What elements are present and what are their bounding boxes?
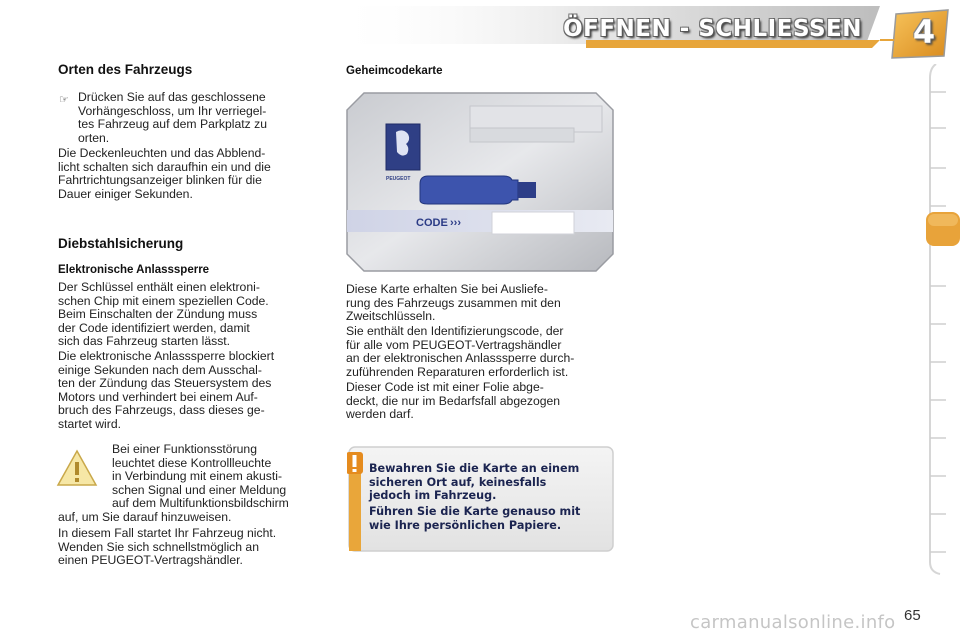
paragraph-lights: Die Deckenleuchten und das Abblend- licht schalten sich daraufhin ein und die Fahrtrichtungsanzeiger blinken für die Dauer einiger Sekunden.	[58, 146, 271, 201]
subsection-title-immobilizer: Elektronische Anlasssperre	[58, 264, 210, 276]
paragraph-card-foil: Dieser Code ist mit einer Folie abge- deckt, die nur im Bedarfsfall abgezogen werden darf.	[346, 380, 561, 422]
warning-note: Bei einer Funktionsstörung leuchtet diese Kontrollleuchte in Verbindung mit einem akusti- schen Signal und einer Meldung auf dem Multifunktionsbildschirm	[112, 442, 289, 511]
paragraph-dealer: In diesem Fall startet Ihr Fahrzeug nicht. Wenden Sie sich schnellstmöglich an einen PEUGEOT-Vertragshändler.	[58, 526, 277, 568]
warning-note-tail: auf, um Sie darauf hinzuweisen.	[58, 510, 232, 524]
watermark-text: carmanualsonline.info	[690, 612, 896, 633]
pointing-hand-icon: ☞	[59, 94, 69, 106]
paragraph-card-delivery: Diese Karte erhalten Sie bei Ausliefe- rung des Fahrzeugs zusammen mit den Zweitschlüsseln.	[346, 282, 561, 324]
card-code-label: CODE	[416, 217, 448, 229]
section-title-antitheft: Diebstahlsicherung	[58, 236, 184, 251]
page-number: 65	[904, 607, 921, 624]
warning-text-keep-card: Bewahren Sie die Karte an einem sicheren Ort auf, keinesfalls jedoch im Fahrzeug.	[369, 462, 580, 502]
warning-triangle-icon	[55, 448, 99, 488]
chapter-tabs	[926, 64, 960, 576]
paragraph-key-chip: Der Schlüssel enthält einen elektroni- schen Chip mit einem speziellen Code. Beim Einschalten der Zündung muss der Code identifiziert werden, damit sich das Fahrzeug starten lässt.	[58, 280, 269, 349]
code-card-image	[346, 92, 614, 272]
card-section-title: Geheimcodekarte	[346, 65, 443, 77]
chevrons-icon: ›››	[450, 217, 461, 229]
paragraph-card-code: Sie enthält den Identifizierungscode, der für alle vom PEUGEOT-Vertragshändler an der elektronischen Anlasssperre durch- zuführenden Reparaturen erforderlich ist.	[346, 324, 575, 379]
chapter-title: ÖFFNEN - SCHLIESSEN	[563, 16, 862, 42]
chapter-number: 4	[912, 13, 936, 51]
section-title-locate: Orten des Fahrzeugs	[58, 62, 193, 77]
bullet-paragraph: Drücken Sie auf das geschlossene Vorhängeschloss, um Ihr verriegel- tes Fahrzeug auf dem Parkplatz zu orten.	[78, 90, 268, 145]
warning-text-carry-card: Führen Sie die Karte genauso mit wie Ihre persönlichen Papiere.	[369, 505, 581, 532]
paragraph-immobilizer-block: Die elektronische Anlasssperre blockiert einige Sekunden nach dem Ausschal- ten der Zündung das Steuersystem des Motors und verhindert bei einem Auf- bruch des Fahrzeugs, dass dieses ge- startet wird.	[58, 349, 275, 431]
page-header	[0, 0, 960, 62]
card-brand-label: PEUGEOT	[386, 176, 411, 182]
